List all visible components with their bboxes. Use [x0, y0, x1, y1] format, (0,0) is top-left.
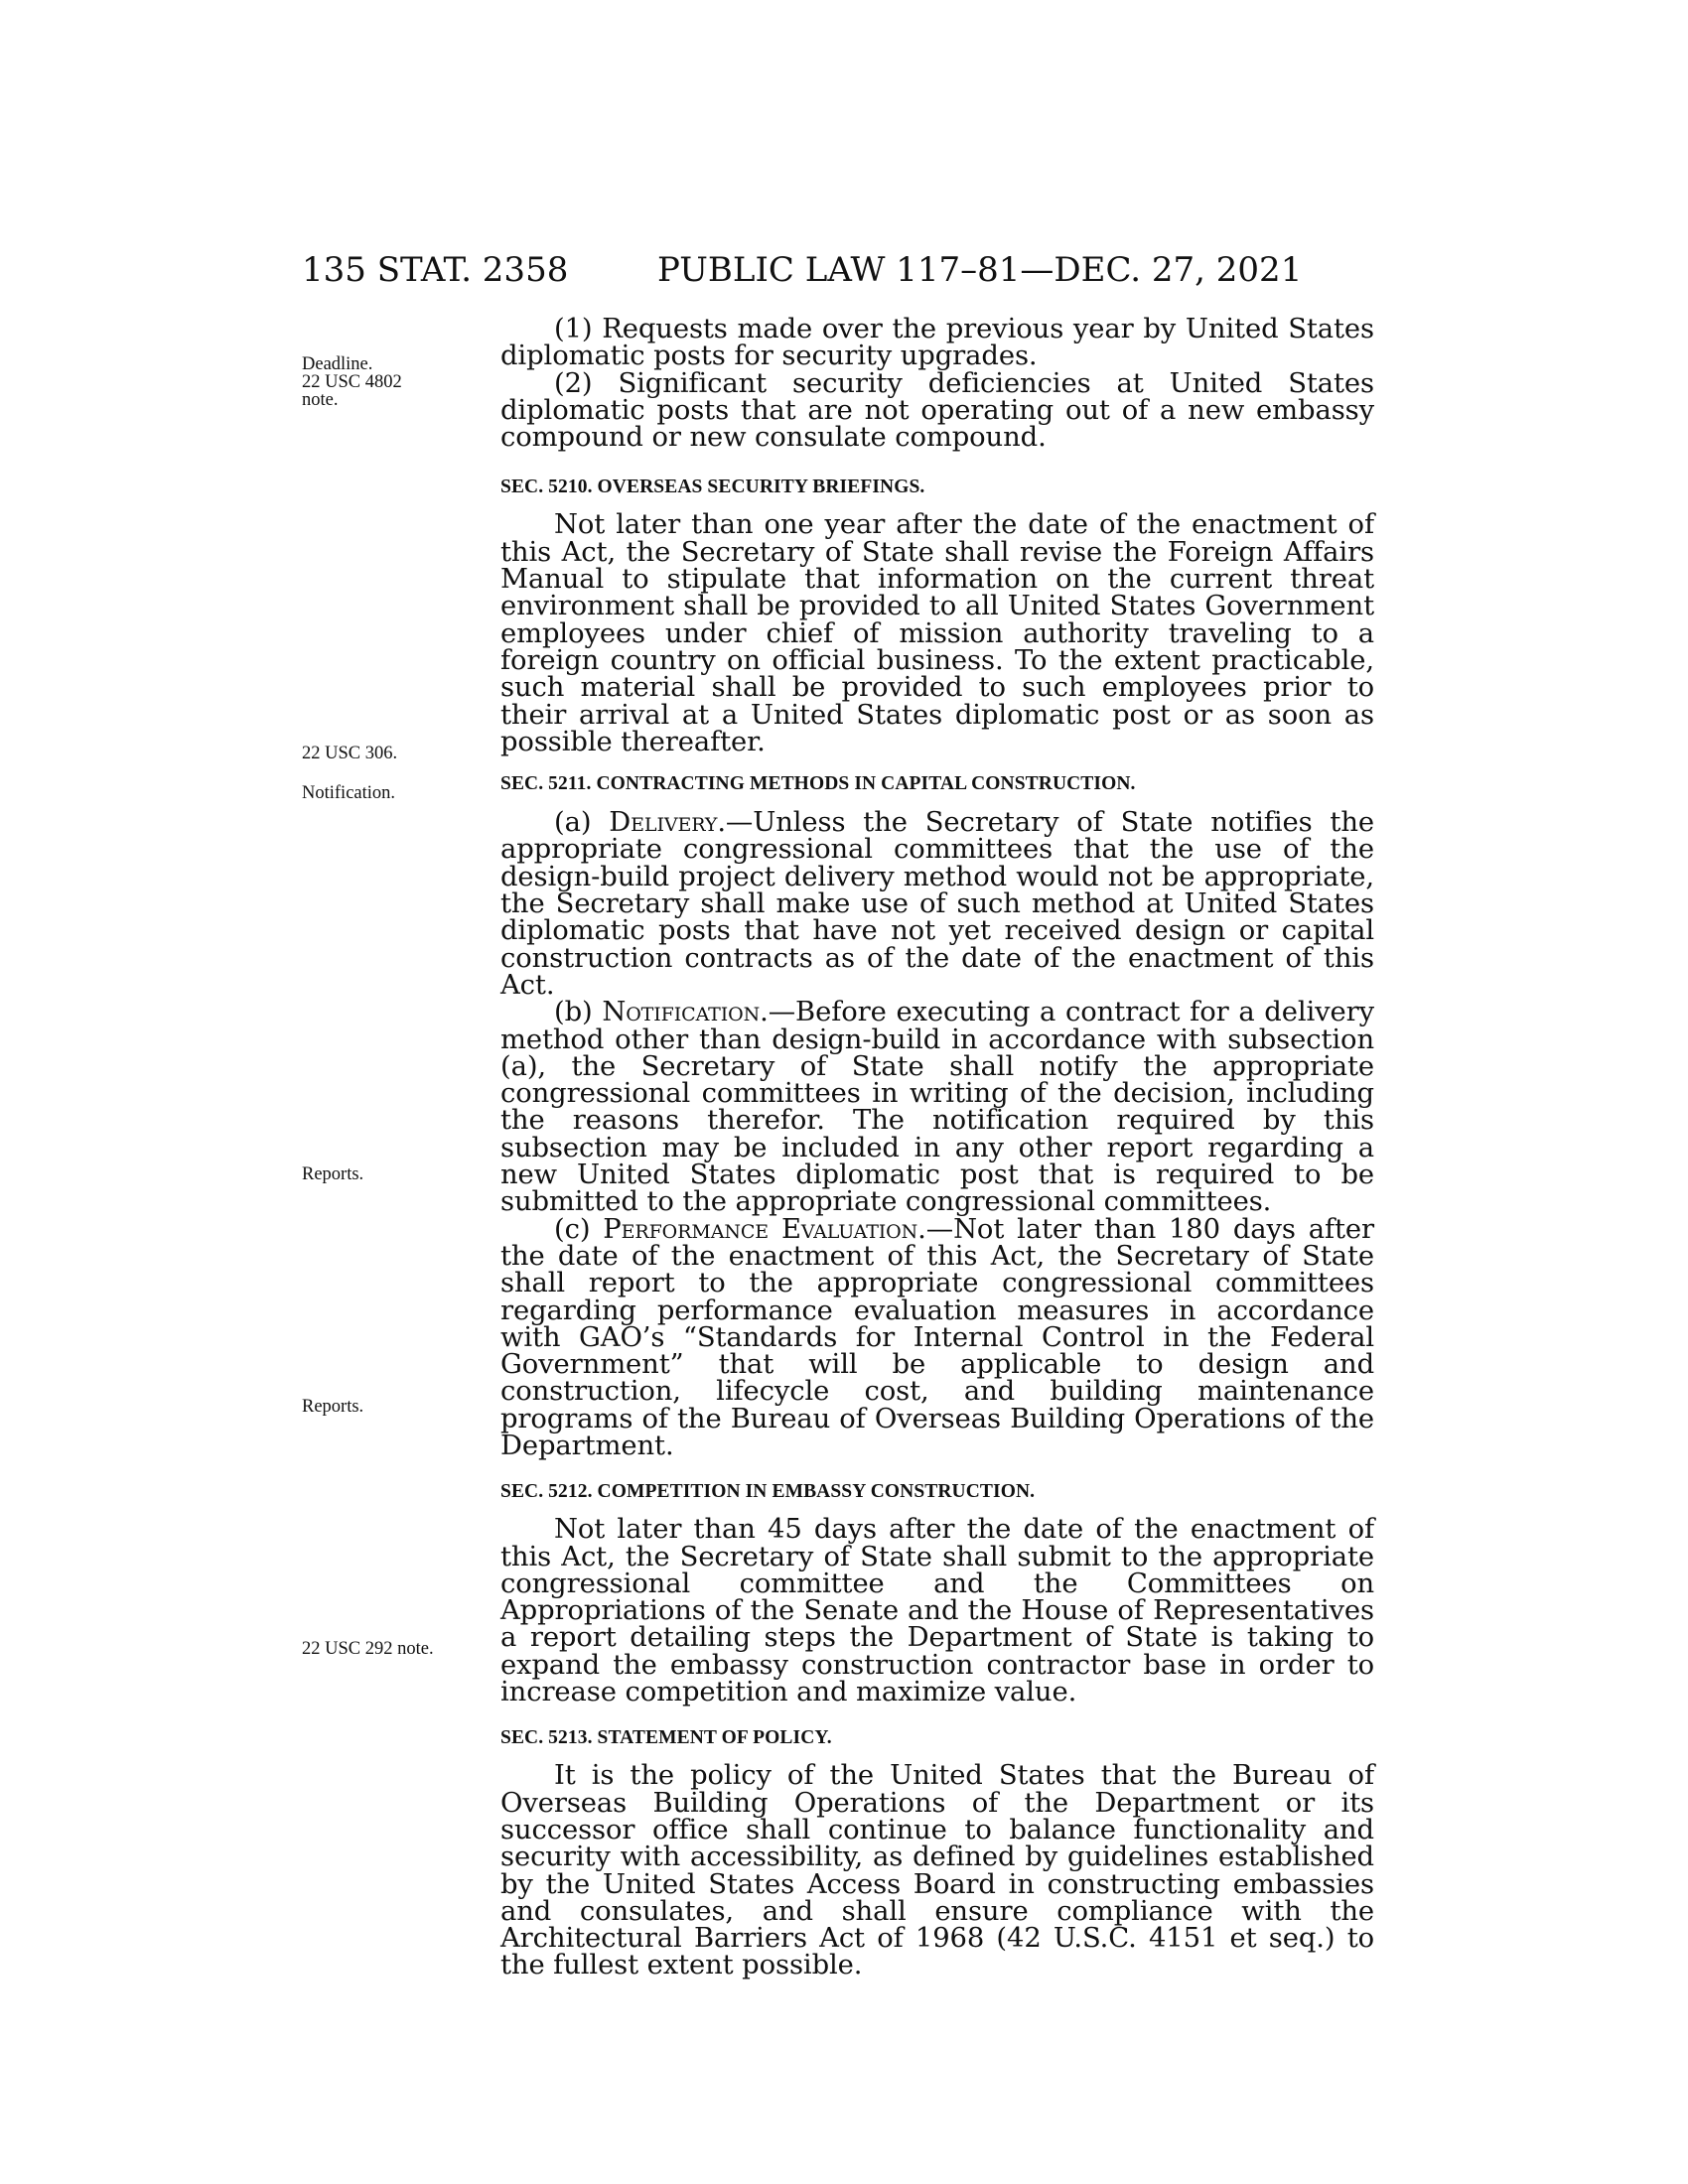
subsection-label: (a) — [554, 807, 610, 839]
intro-item-2: (2) Significant security deficiencies at United States diplomatic posts that are not operating out of a new embassy compound or new consulate compound. — [500, 367, 1374, 454]
stat-page-number: 135 STAT. 2358 — [302, 250, 569, 290]
subsection-caption: Performance Evaluation — [603, 1213, 918, 1245]
margin-note-reports-5212: Reports. — [302, 1397, 364, 1417]
note-line: note. — [302, 390, 339, 410]
sec-5210-body: Not later than one year after the date of the enactment of this Act, the Secretary of State shall revise the Foreign Affairs Manual to stipulate that information on the current threat environment shall be provided to all United States Government employees under chief of mission authority traveling to a foreign country on official business. To the extent practicable, such material shall be provided to such employees prior to their arrival at a United States diplomatic post or as soon as possible thereafter. — [500, 509, 1374, 757]
margin-note-deadline — [302, 355, 402, 409]
subsection-label: (c) — [554, 1213, 604, 1245]
margin-note-notification: Notification. — [302, 783, 396, 803]
intro-item-1: (1) Requests made over the previous year by United States diplomatic posts for security upgrades. — [500, 314, 1374, 372]
sec-5210-heading: SEC. 5210. OVERSEAS SECURITY BRIEFINGS. — [500, 477, 925, 498]
subsection-label: (b) — [554, 997, 603, 1028]
sec-5213-heading: SEC. 5213. STATEMENT OF POLICY. — [500, 1727, 832, 1749]
sec-5212-body: Not later than 45 days after the date of the enactment of this Act, the Secretary of State shall submit to the appropriate congressional committee and the Committees on Appropriations of the Senate and the House of Representatives a report detailing steps the Department of State is taking to expand the embassy construction contractor base in order to increase competition and maximize value. — [500, 1514, 1374, 1708]
subsection-text: .—Unless the Secretary of State notifies the appropriate congressional committees that the use of the design-build project delivery method would not be appropriate, the Secretary shall make use of such method at United States diplomatic posts that have not yet received design or capital construction contracts as of the date of the enactment of this Act. — [500, 807, 1374, 1001]
sec-5212-heading: SEC. 5212. COMPETITION IN EMBASSY CONSTRUCTION. — [500, 1481, 1036, 1503]
sec-5211-subsection-a — [500, 809, 1374, 999]
subsection-text: .—Not later than 180 days after the date of the enactment of this Act, the Secretary of State shall report to the appropriate congressional committees regarding performance evaluation measures in accordance with GAO’s “Standards for Internal Control in the Federal Government” that will be applicable to design and construction, lifecycle cost, and building maintenance programs of the Bureau of Overseas Building Operations of the Department. — [500, 1213, 1374, 1461]
page-header — [0, 250, 1688, 300]
subsection-caption: Notification — [602, 997, 761, 1028]
main-text — [500, 316, 1374, 1979]
note-line: 22 USC 4802 — [302, 372, 402, 392]
sec-5211-subsection-c — [500, 1213, 1374, 1461]
sec-5211-heading: SEC. 5211. CONTRACTING METHODS IN CAPITAL CONSTRUCTION. — [500, 773, 1136, 795]
margin-note-reports-c: Reports. — [302, 1164, 364, 1184]
margin-note-22usc306: 22 USC 306. — [302, 744, 398, 763]
note-line: Deadline. — [302, 354, 373, 374]
sec-5213-body: It is the policy of the United States that the Bureau of Overseas Building Operations of the Department or its successor office shall continue to balance functionality and security with accessibility, as defined by guidelines established by the United States Access Board in constructing embassies and consulates, and shall ensure compliance with the Architectural Barriers Act of 1968 (42 U.S.C. 4151 et seq.) to the fullest extent possible. — [500, 1760, 1374, 1981]
subsection-caption: Delivery — [609, 807, 718, 839]
running-title: PUBLIC LAW 117–81—DEC. 27, 2021 — [657, 250, 1303, 290]
sec-5211-subsection-b — [500, 997, 1374, 1218]
subsection-text: .—Before executing a contract for a delivery method other than design-build in accordance with subsection (a), the Secretary of State shall notify the appropriate congressional committees in writing of the decision, including the reasons therefor. The notification required by this subsection may be included in any other report regarding a new United States diplomatic post that is required to be submitted to the appropriate congressional committees. — [500, 997, 1374, 1218]
margin-note-22usc292: 22 USC 292 note. — [302, 1639, 434, 1659]
